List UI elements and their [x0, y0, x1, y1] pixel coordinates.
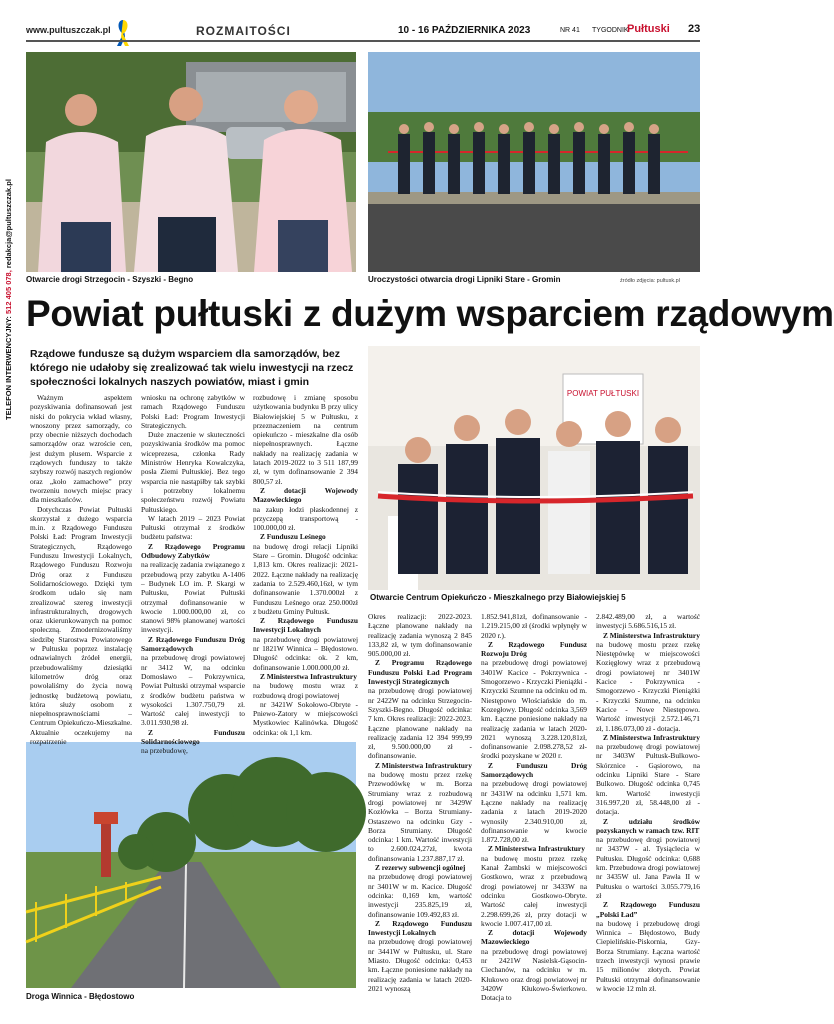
subheading: Z Rządowego Funduszu Dróg Samorządowych: [141, 634, 245, 654]
photo-winnica-road: [26, 742, 356, 988]
paragraph: na zakup łodzi płaskodennej z przyczepą transportową - 100.000,00 zł.: [253, 504, 358, 533]
paragraph: na przebudowę drogi powiatowej nr 2422W na odcinku Strzegocin- Szyszki-Begno. Długość odcinka: 7 km. Okres realizacji: 2022-2023. Łączne planowane nakłady na realizację zadania 12 394 999,99 zł, 9.500.000,00 zł -dofinansowanie.: [368, 686, 472, 761]
paragraph: na przebudowę drogi powiatowej nr 3437W - al. Tysiąclecia w Pułtusku. Długość odcinka: 0,688 km. Przebudowa drogi powiatowej nr 3435W ul. Jana Pawła II w Pułtusku o wartości 3.055.779,16 zł: [596, 835, 700, 900]
care-center-sign-text: POWIAT PUŁTUSKI: [566, 389, 640, 398]
subheading: Z Funduszu Dróg Samorządowych: [481, 760, 587, 780]
paragraph: na przebudowę,: [141, 746, 188, 756]
paragraph: Dotychczas Powiat Pułtuski skorzystał z dużego wsparcia m.in. z Rządowego Funduszu Polski Ład: Program Inwestycji Strategicznych, Rządowego Funduszu Inwestycji Lokalnych, Rządowego Funduszu Rozwoju Dróg oraz z Funduszu Solidarnościowego. Dzięki tym środkom udało się nam zrealizować szereg inwestycji infrastrukturalnych, drogowych oraz ukierunkowanych na pomoc społeczną. Zmodernizowaliśmy siedzibę Starostwa Powiatowego w Pułtusku poprzez instalację odnawialnych źródeł energii, przebudowaliśmy dziesiątki kilometrów dróg oraz powołaliśmy do życia nową jednostkę budżetową powiatu, która służy osobom z niepełnosprawnościami – Centrum Opiekuńczo-Mieszkalne. Aktualnie oczekujemy na rozpatrzenie: [30, 504, 132, 746]
photo-credit: źródło zdjęcia: pultusk.pl: [620, 278, 680, 284]
site-url[interactable]: www.pultuszczak.pl: [26, 25, 111, 35]
paragraph: na budowę mostu wraz z rozbudową drogi powiatowej: [253, 681, 358, 700]
page-header: [0, 0, 726, 50]
article-column-3: [253, 393, 358, 736]
subheading: Z Ministerstwa Infrastruktury: [603, 732, 700, 742]
paragraph: Okres realizacji: 2022-2023. Łączne planowane nakłady na realizację zadania wynoszą 2 845 133,82 zł, w tym dofinansowanie 905.000,00 zł.: [368, 612, 472, 659]
subheading: Z Ministerstwa Infrastruktury: [603, 630, 700, 640]
subheading: Z Ministerstwa Infrastruktury: [260, 671, 357, 681]
subheading: Z dotacji Wojewody Mazowieckiego: [481, 928, 587, 947]
hotline-phone[interactable]: 512 405 078,: [4, 270, 13, 314]
ukraine-ribbon-icon: [113, 18, 133, 48]
paragraph: na przebudowę drogi powiatowej nr 1821W Winnica – Błędostowo. Długość odcinka: ok. 2 km, dofinansowanie 1.000.000,00 zł.: [253, 634, 358, 672]
header-divider: [26, 40, 700, 42]
subheading: Z udziału środków pozyskanych w ramach tzw. RIT: [596, 816, 700, 835]
caption-strzegocin: Otwarcie drogi Strzegocin - Szyszki - Begno: [26, 275, 194, 284]
subheading: Z Rządowego Funduszu Inwestycji Lokalnych: [253, 616, 358, 635]
article-column-5: [481, 612, 587, 1010]
subheading: Z Programu Rządowego Funduszu Polski Ład Program Inwestycji Strategicznych: [368, 658, 472, 687]
paragraph: na przebudowę drogi powiatowej 3401W Kacice - Pokrzywnica - Smogorzewo - Krzyczki Pieniążki - Krzyczki Szumne na odcinku od m. Niestępowo Włościańskie do m. Kozegłowy. Długość odcinka 3,569 km. Łączne poniesione nakłady na realizację zadania w latach 2020-2021 wynoszą 3.228.120,81zł, dofinansowanie 2.098.278,52 zł- środki pozyskane w 2020 r.: [481, 658, 587, 761]
paragraph: na przebudowę drogi powiatowej nr 3412 W, na odcinku Domosławo – Pokrzywnica, Powiat Pułtuski otrzymał wsparcie z środków budżetu państwa w wysokości 1.307.750,79 zł. Wartość całej inwestycji to 3.011.930,98 zł.: [141, 653, 245, 728]
photo-care-center-opening: [368, 346, 700, 590]
paragraph: na przebudowę drogi powiatowej nr 3431W na odcinku 1,571 km. Łączne nakłady na realizację zadania z latach 2019-2020 wynosiły 2.340.910,00 zł, dofinansowanie w kwocie 1.872.728,00 zł.: [481, 779, 587, 845]
paragraph: 2.842.489,00 zł, a wartość inwestycji 5.686.516,15 zł.: [596, 612, 700, 631]
subheading: Z Ministerstwa Infrastruktury: [488, 844, 585, 854]
article-column-2: [141, 393, 245, 756]
article-headline: Powiat pułtuski z dużym wsparciem rządowym: [26, 293, 834, 334]
caption-lipniki-gromin: Uroczystości otwarcia drogi Lipniki Stare - Gromin: [368, 275, 561, 284]
article-column-1: [30, 393, 132, 746]
section-title: ROZMAITOŚCI: [196, 24, 291, 38]
paragraph: wniosku na ochronę zabytków w ramach Rządowego Funduszu Polski Ład: Program Inwestycji Strategicznych.: [141, 393, 245, 430]
paragraph: na budowę mostu przez rzekę Kanał Żambski w miejscowości Gostkowo, wraz z przebudową drogi powiatowej nr 3433W na odcinku Gostkowo-Obryte. Wartość całej inwestycji 2.298.699,26 zł, przy dotacji w kwocie 1.007.417,00 zł.: [481, 853, 587, 928]
caption-care-center: Otwarcie Centrum Opiekuńczo - Mieszkalnego przy Białowiejskiej 5: [370, 593, 626, 602]
caption-winnica: Droga Winnica - Błędostowo: [26, 992, 135, 1001]
photo-lipniki-gromin-road: [368, 52, 700, 272]
masthead-brand: Pułtuski: [627, 23, 670, 35]
subheading: Z Ministerstwa Infrastruktury: [375, 760, 472, 770]
paragraph: na przebudowę drogi powiatowej nr 3401W w m. Kacice. Długość odcinka: 0,169 km, wartość inwestycji 235.825,19 zł, dofinansowanie 109.492,83 zł.: [368, 872, 472, 919]
paragraph: W latach 2019 – 2023 Powiat Pułtuski otrzymał z środków budżetu państwa:: [141, 513, 245, 542]
subheading: Z Rządowego Fundusz Rozwoju Dróg: [481, 639, 587, 659]
hotline-sidebar: [4, 80, 20, 420]
issue-date: 10 - 16 PAŹDZIERNIKA 2023: [398, 25, 531, 36]
paragraph: na budowę mostu przez rzekę Przewodówkę w m. Borza Strumiany wraz z rozbudową drogi powiatowej nr 3429W Kozłówka – Borza Strumiany- Ostaszewo na odcinku Gzy - Borza Strumiany. Długość odcinka: 1 km. Wartość inwestycji to 2.600.024,27zł, kwota dofinansowania 1.237.887,17 zł.: [368, 770, 472, 863]
hotline-label: TELEFON INTERWENCYJNY:: [4, 316, 13, 420]
issue-number: NR 41: [560, 27, 580, 34]
subheading: Z Funduszu Leśnego: [260, 532, 326, 542]
hotline-email[interactable]: redakcja@pultuszczak.pl: [4, 179, 13, 269]
paragraph: Ważnym aspektem pozyskiwania dofinansowań jest niski do pokrycia wkład własny, wnoszony przez samorządy, co przy obecnie niższych dochodach samorządów oraz wzroście cen, jest dużym plusem. Wsparcie z rządowych funduszy to także szybszy rozwój naszych regionów oraz „koło zamachowe” przy tworzeniu nowych miejsc pracy dla mieszkańców.: [30, 393, 132, 505]
paragraph: na budowę i przebudowę drogi Winnica – Błędostowo, Budy Ciepielińskie-Piskornia, Gzy-Borza Strumiany. Łączna wartość trzech inwestycji wynosi prawie 15 milionów złotych. Powiat Pułtuski otrzymał dofinansowanie w kwocie 12 mln zł.: [596, 918, 700, 993]
paragraph: rozbudowę i zmianę sposobu użytkowania budynku B przy ulicy Białowiejskiej 5 w Pułtusku, z przeznaczeniem na centrum opiekuńczo - mieszkalne dla osób niepełnosprawnych. Łączne nakłady na realizację zadania w latach 2019-2022 to 3 511 187,99 zł, w tym dofinansowanie 2 394 800,57 zł.: [253, 393, 358, 486]
subheading: Z Rządowego Funduszu „Polski Ład”: [596, 900, 700, 919]
article-column-4: [368, 612, 472, 1010]
subheading: Z dotacji Wojewody Mazowieckiego: [253, 485, 358, 505]
paragraph: na budowę drogi relacji Lipniki Stare – Gromin. Długość odcinka: 1,813 km. Okres realizacji: 2021-2022. Łączne nakłady na realizację zadania to 2.529.460,16zł, w tym dofinansowanie 1.370.000zł z Funduszu Leśnego oraz 250.000zł z budżetu Gminy Pułtusk.: [253, 541, 358, 616]
paragraph: 1.852.941,81zł, dofinansowanie - 1.219.215,00 zł (środki wpłynęły w 2020 r.).: [481, 612, 587, 640]
paragraph: nr 3421W Sokołowo-Obryte -Pniewo-Zatory w miejscowości Mystkowiec Kalinówka. Długość odcinka: ok 1,1 km.: [253, 699, 358, 737]
subheading: Z Funduszu Solidarnościowego: [141, 727, 245, 746]
paragraph: na przebudowę drogi powiatowej nr 3403W Pułtusk-Bulkowo-Skórznice - Gąsiorowo, na odcinku Lipniki Stare - Stare Bulkowo. Długość odcinka 0,745 km. Wartość inwestycji 316.997,20 zł, 58.448,00 zł - dotacja.: [596, 742, 700, 817]
paragraph: na realizację zadania związanego z przebudową przy zabytku A-1406 – Budynek LO im. P. Skargi w Pułtusku, Powiat Pułtuski otrzymał dofinansowanie w kwocie 1.000.000,00 zł, co stanowi 98% planowanej wartości inwestycji.: [141, 560, 245, 635]
paragraph: Duże znaczenie w skuteczności pozyskiwania środków ma pomoc wiceprezesa, członka Rady Ministrów Henryka Kowalczyka, posła Ziemi Pułtuskiej. Bez tego wsparcia nie nastąpiłby tak szybki i potrzebny lokalnemu społeczeństwu rozwój Powiatu Pułtuskiego.: [141, 430, 245, 514]
weekly-label: TYGODNIK: [592, 27, 629, 34]
photo-strzegocin-road: [26, 52, 356, 272]
article-lead: Rządowe fundusze są dużym wsparciem dla samorządów, bez którego nie udałoby się zrealizować tak wielu inwestycji na rzecz społeczności lokalnych naszych powiatów, miast i gmin: [30, 348, 354, 388]
subheading: Z Rządowego Programu Odbudowy Zabytków: [141, 541, 245, 561]
article-column-6: [596, 612, 700, 1010]
page-number: 23: [688, 23, 701, 35]
paragraph: na budowę mostu przez rzekę Niestępówkę w miejscowości Kozięgłowy wraz z przebudową drogi powiatowej nr 3401W Kacice - Pokrzywnica - Smogorzewo - Krzyczki Pieniążki - Krzyczki Szumne, na odcinku Kacice - Nowe Niestępowo. Wartość inwestycji 2.572.146,71 zł, 1.186.073,00 zł - dotacja.: [596, 639, 700, 733]
paragraph: na przebudowę drogi powiatowej nr 3441W w Pułtusku, ul. Stare Miasto. Długość odcinka: 0,453 km. Łączne poniesione nakłady na realizację zadania w latach 2020-2021 wynoszą: [368, 937, 472, 993]
subheading: Z rezerwy subwencji ogólnej: [375, 863, 466, 873]
paragraph: na przebudowę drogi powiatowej nr 2421W Nasielsk-Gąsocin-Ciechanów, na odcinku w m. Kłukowo oraz drogi powiatowej nr 3420W Kłukowo-Świerkowo. Dotacja to: [481, 946, 587, 1003]
subheading: Z Rządowego Funduszu Inwestycji Lokalnych: [368, 918, 472, 938]
